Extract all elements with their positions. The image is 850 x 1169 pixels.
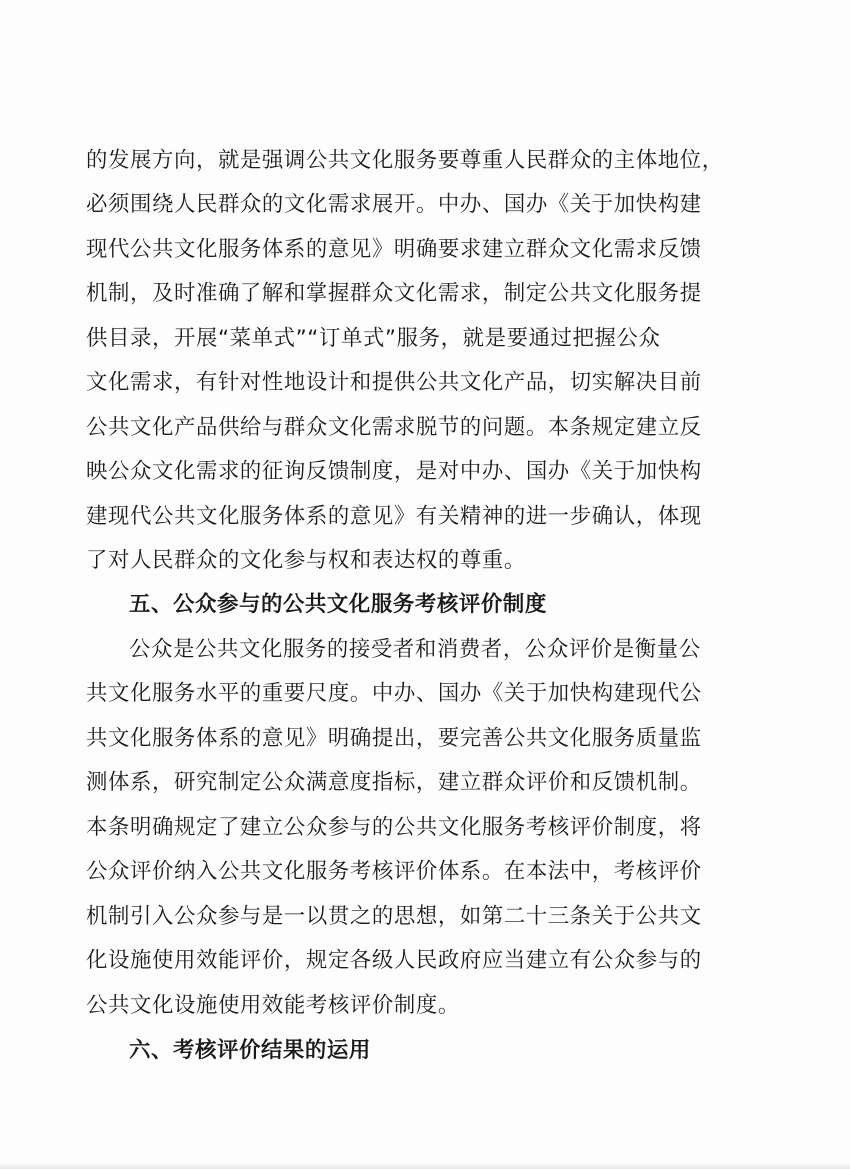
- paragraph-line: 供目录，开展“菜单式”“订单式”服务，就是要通过把握公众: [86, 326, 661, 351]
- section-heading-6: 六、考核评价结果的运用: [129, 1038, 371, 1063]
- scan-edge-shadow: [0, 1163, 850, 1169]
- paragraph-line: 化设施使用效能评价，规定各级人民政府应当建立有公众参与的: [86, 948, 702, 973]
- paragraph-line: 建现代公共文化服务体系的意见》有关精神的进一步确认，体现: [86, 504, 702, 529]
- paragraph-line: 公共文化产品供给与群众文化需求脱节的问题。本条规定建立反: [86, 415, 702, 440]
- paragraph-line: 公众评价纳入公共文化服务考核评价体系。在本法中，考核评价: [86, 859, 702, 884]
- paragraph-line: 测体系，研究制定公众满意度指标，建立群众评价和反馈机制。: [86, 770, 702, 795]
- paragraph-line: 公共文化设施使用效能考核评价制度。: [86, 993, 460, 1018]
- paragraph-line: 映公众文化需求的征询反馈制度，是对中办、国办《关于加快构: [86, 459, 702, 484]
- paragraph-line: 共文化服务水平的重要尺度。中办、国办《关于加快构建现代公: [86, 681, 702, 706]
- paragraph-line: 必须围绕人民群众的文化需求展开。中办、国办《关于加快构建: [86, 192, 702, 217]
- paragraph-line: 现代公共文化服务体系的意见》明确要求建立群众文化需求反馈: [86, 237, 702, 262]
- paragraph-line: 公众是公共文化服务的接受者和消费者，公众评价是衡量公: [129, 637, 701, 662]
- section-heading-5: 五、公众参与的公共文化服务考核评价制度: [129, 592, 547, 617]
- paragraph-line: 文化需求，有针对性地设计和提供公共文化产品，切实解决目前: [86, 370, 702, 395]
- paragraph-line: 共文化服务体系的意见》明确提出，要完善公共文化服务质量监: [86, 726, 702, 751]
- paragraph-line: 机制，及时准确了解和掌握群众文化需求，制定公共文化服务提: [86, 281, 702, 306]
- paragraph-line: 本条明确规定了建立公众参与的公共文化服务考核评价制度，将: [86, 815, 702, 840]
- paragraph-line: 的发展方向，就是强调公共文化服务要尊重人民群众的主体地位，: [86, 148, 724, 173]
- paragraph-line: 了对人民群众的文化参与权和表达权的尊重。: [86, 548, 526, 573]
- paragraph-line: 机制引入公众参与是一以贯之的思想，如第二十三条关于公共文: [86, 904, 702, 929]
